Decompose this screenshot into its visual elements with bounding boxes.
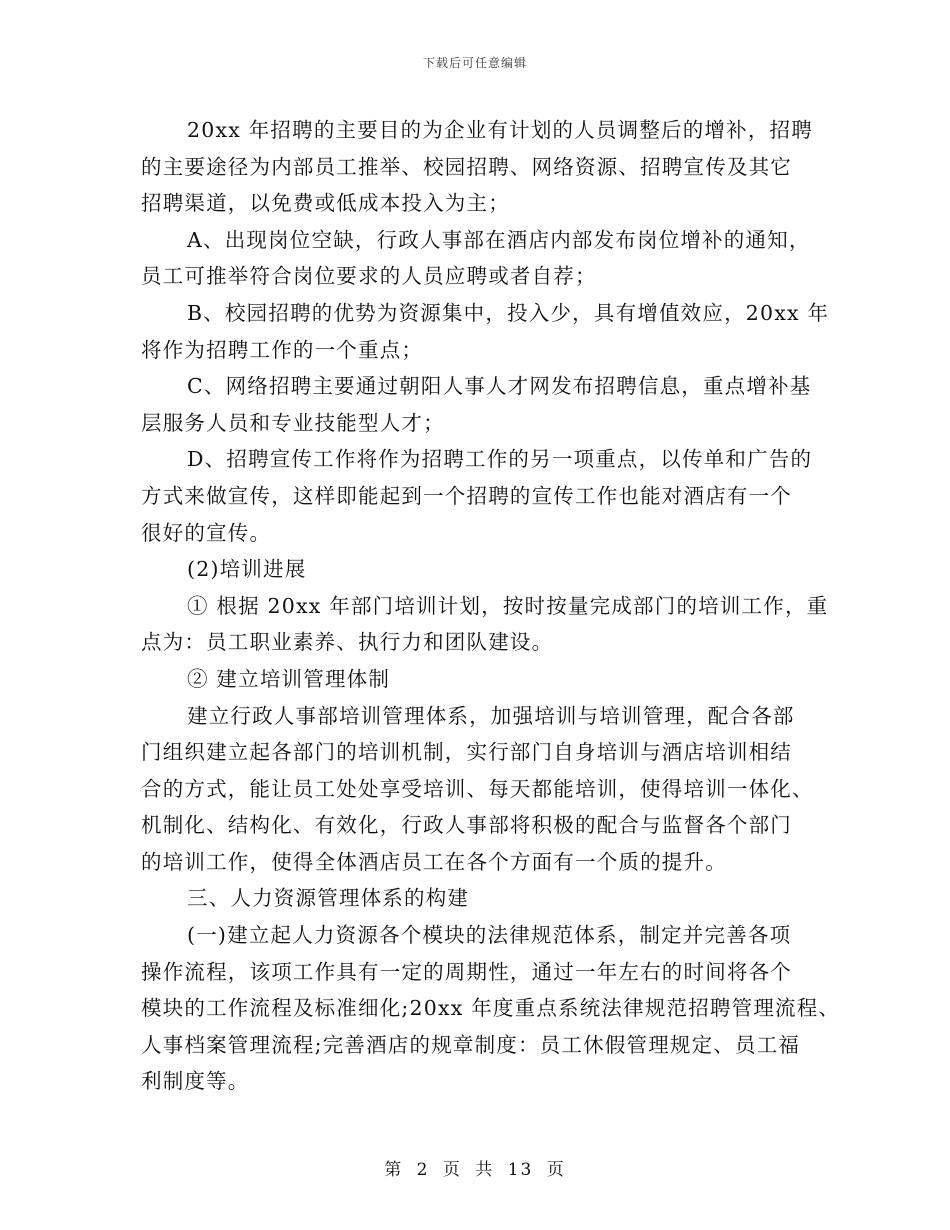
page-header: 下载后可任意编辑	[422, 56, 527, 70]
text-line: 的培训工作，使得全体酒店员工在各个方面有一个质的提升。	[141, 849, 727, 874]
text-line: 将作为招聘工作的一个重点；	[141, 337, 424, 362]
page-footer: 第 2 页 共 13 页	[384, 1160, 566, 1180]
text-line: 很好的宣传。	[141, 520, 272, 545]
text-line: 招聘渠道，以免费或低成本投入为主；	[141, 191, 510, 216]
text-line: 三、人力资源管理体系的构建	[187, 886, 470, 911]
text-line: 人事档案管理流程;完善酒店的规章制度：员工休假管理规定、员工福	[141, 1032, 801, 1057]
text-line: B、校园招聘的优势为资源集中，投入少，具有增值效应，20xx 年	[187, 300, 830, 325]
text-line: ① 根据 20xx 年部门培训计划，按时按量完成部门的培训工作，重	[187, 593, 829, 618]
text-line: 建立行政人事部培训管理体系，加强培训与培训管理，配合各部	[187, 703, 795, 728]
text-line: 点为：员工职业素养、执行力和团队建设。	[141, 630, 554, 655]
text-line: 合的方式，能让员工处处享受培训、每天都能培训，使得培训一体化、	[141, 776, 814, 801]
text-line: 机制化、结构化、有效化，行政人事部将积极的配合与监督各个部门	[141, 813, 792, 838]
text-line: D、招聘宣传工作将作为招聘工作的另一项重点，以传单和广告的	[187, 447, 813, 472]
text-line: 20xx 年招聘的主要目的为企业有计划的人员调整后的增补，招聘	[187, 118, 813, 142]
text-line: 操作流程，该项工作具有一定的周期性，通过一年左右的时间将各个	[141, 959, 792, 984]
text-line: (2)培训进展	[187, 557, 307, 582]
document-body	[141, 112, 841, 1100]
text-line: 模块的工作流程及标准细化;20xx 年度重点系统法律规范招聘管理流程、	[141, 996, 841, 1021]
text-line: ② 建立培训管理体制	[187, 666, 391, 691]
text-line: 利制度等。	[141, 1069, 250, 1094]
text-line: 员工可推举符合岗位要求的人员应聘或者自荐；	[141, 264, 597, 289]
text-line: 门组织建立起各部门的培训机制，实行部门自身培训与酒店培训相结	[141, 740, 792, 765]
text-line: 层服务人员和专业技能型人才；	[141, 410, 445, 435]
text-line: 的主要途径为内部员工推举、校园招聘、网络资源、招聘宣传及其它	[141, 154, 792, 179]
text-line: (一)建立起人力资源各个模块的法律规范体系，制定并完善各项	[187, 923, 792, 948]
text-line: 方式来做宣传，这样即能起到一个招聘的宣传工作也能对酒店有一个	[141, 483, 792, 508]
text-line: A、出现岗位空缺，行政人事部在酒店内部发布岗位增补的通知，	[187, 227, 811, 252]
text-line: C、网络招聘主要通过朝阳人事人才网发布招聘信息，重点增补基	[187, 374, 812, 399]
